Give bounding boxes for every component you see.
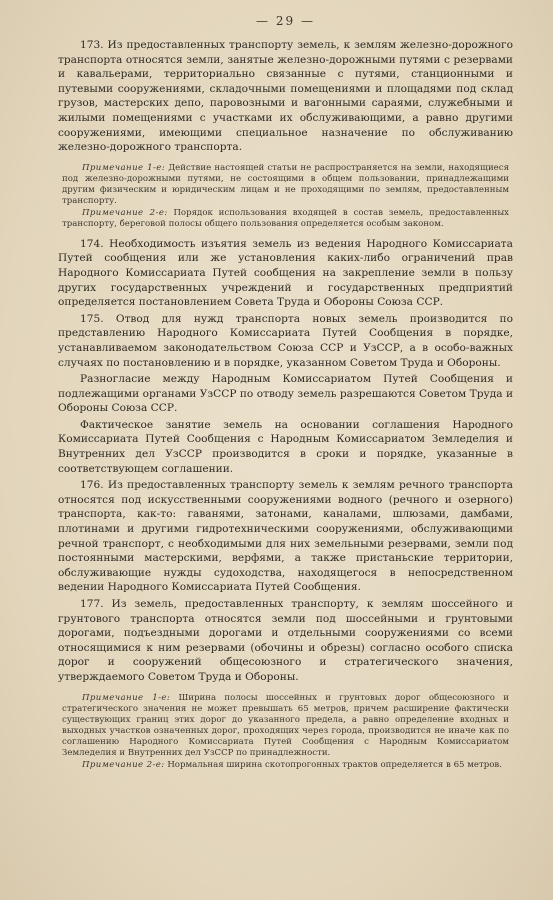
note-label: Примечание 1-е: (82, 162, 166, 173)
article-175-part-3: Фактическое занятие земель на основании соглашения Народного Комиссариата Путей Сообщения с Народным Комиссариатом Земледелия и Внутренних дел УзССР производится в сроки и порядке, указанные в соответствующем соглашении. (58, 418, 513, 475)
article-173: 173. Из предоставленных транспорту земель, к землям железно-дорожного транспорта относятся земли, занятые железно-дорожными путями с резервами и кавальерами, территориально связанные с путями, станционными и путевыми сооружениями, складочными помещениями и площадями под склад грузов, мастерских депо, паровозными и вагонными сараями, служебными и жилыми помещениями с участками их обслуживающими, а равно другими сооружениями, имеющими специальное назначение по обслуживанию железно-дорожного транспорта. (58, 39, 513, 154)
notes-article-173 (62, 163, 509, 230)
article-176: 176. Из предоставленных транспорту земель к землям речного транспорта относятся под искусственными сооружениями водного (речного и озерного) транспорта, как-то: гаванями, затонами, каналами, шлюзами, дамбами, плотинами и другими гидротехническими сооружениями, обслуживающими речной транспорт, с необходимыми для них земельными резервами, земли под постоянными мастерскими, верфями, а также пристаньские территории, обслуживающие нужды судоходства, находящегося в непосредственном ведении Народного Комиссариата Путей Сообщения. (58, 479, 513, 594)
note-label: Примечание 2-е: (82, 207, 168, 218)
article-175: 175. Отвод для нужд транспорта новых земель производится по представлению Народного Комиссариата Путей Сообщения в порядке, устанавливаемом законодательством Союза ССР и УзССР, а в особо-важных случаях по постановлению и в порядке, указанном Советом Труда и Обороны. (58, 312, 513, 369)
note-1 (62, 693, 509, 759)
note-text: Нормальная ширина скотопрогонных трактов определяется в 65 метров. (167, 759, 503, 770)
note-text: Ширина полосы шоссейных и грунтовых дорог общесоюзного и стратегического значения не может превышать 65 метров, причем расширение фактически существующих границ этих дорог до указанного предела, а равно определение входных и выходных участков означенных дорог, проходящих через города, производится не иначе как по соглашению Народного Комиссариата Путей Сообщения с Народным Комиссариатом Земледелия и Внутренних дел УзССР по принадлежности. (62, 692, 510, 758)
article-177: 177. Из земель, предоставленных транспорту, к землям шоссейного и грунтового транспорта относятся земли под шоссейными и грунтовыми дорогами, подъездными дорогами и отдельными сооружениями со всеми относящимися к ним резервами (обочины и обрезы) согласно особого списка дорог и сооружений общесоюзного и стратегического значения, утверждаемого Советом Труда и Обороны. (58, 598, 513, 683)
note-text: Порядок использования входящей в состав земель, предоставленных транспорту, береговой полосы общего пользования определяется особым законом. (62, 207, 510, 229)
note-2 (62, 760, 509, 771)
note-text: Действие настоящей статьи не распространяется на земли, находящиеся под железно-дорожными путями, не состоящими в общем пользовании, принадлежащими другим физическим и юридическим лицам и не проходящими по землям, предоставленным транспорту. (62, 162, 509, 206)
page-number: — 29 — (256, 14, 315, 28)
note-1 (62, 163, 509, 207)
note-label: Примечание 1-е: (82, 692, 171, 703)
note-2 (62, 208, 509, 230)
note-label: Примечание 2-е: (82, 759, 165, 770)
article-175-part-2: Разногласие между Народным Комиссариатом Путей Сообщения и подлежащими органами УзССР по отводу земель разрешаются Советом Труда и Обороны Союза ССР. (58, 373, 513, 415)
article-174: 174. Необходимость изъятия земель из ведения Народного Комиссариата Путей сообщения или же установления каких-либо ограничений прав Народного Комиссариата Путей сообщения на закрепление земли в пользу других государственных учреждений и государственных предприятий определяется постановлением Совета Труда и Обороны Союза ССР. (58, 237, 513, 309)
notes-article-177 (62, 693, 509, 771)
